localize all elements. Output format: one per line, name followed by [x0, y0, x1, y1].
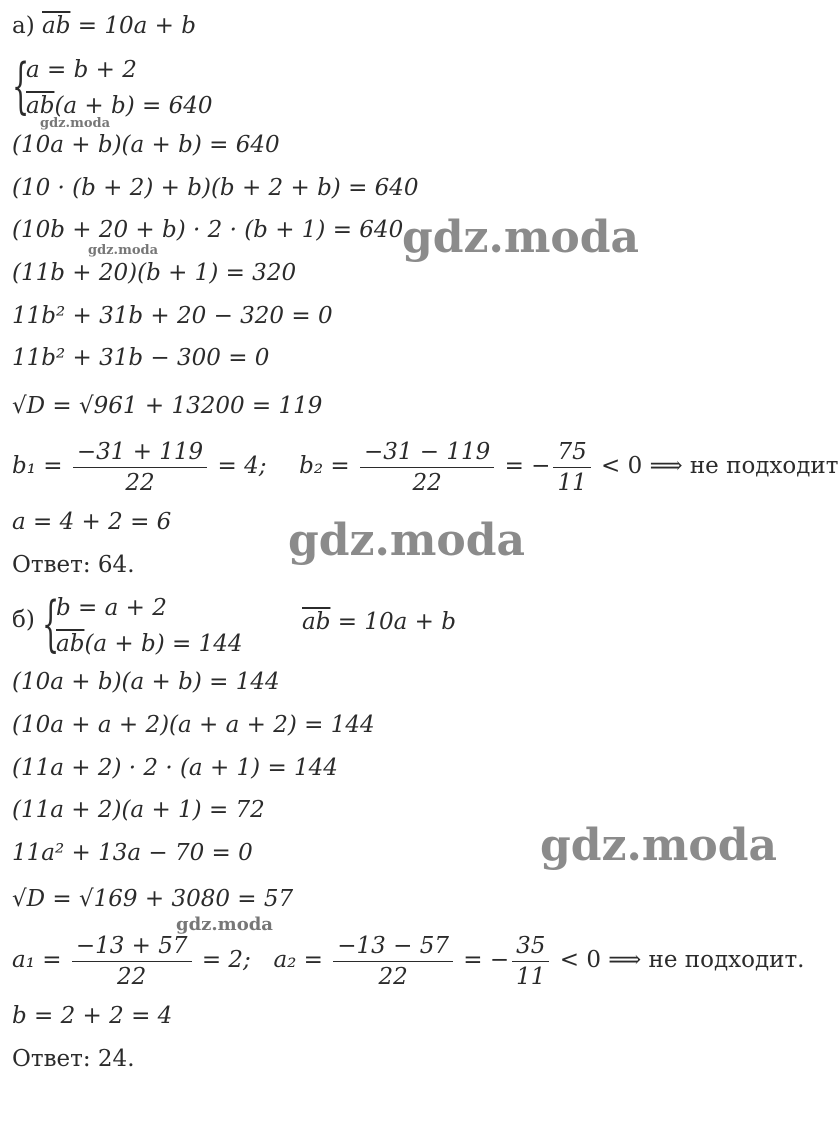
watermark-logo: gdz.moda — [176, 914, 273, 935]
line-b3: (10a + b)(a + b) = 144 — [12, 669, 280, 695]
watermark-logo: gdz.moda — [402, 212, 640, 263]
b1-numerator: −31 + 119 — [76, 438, 204, 465]
line-b4: (10a + a + 2)(a + a + 2) = 144 — [12, 712, 375, 738]
line-a8: 11b² + 31b − 300 = 0 — [12, 345, 270, 371]
b2-numerator2: 75 — [557, 438, 587, 465]
b1-result: = 4; — [217, 453, 267, 479]
watermark-logo: gdz.moda — [88, 243, 159, 258]
line-a7: 11b² + 31b + 20 − 320 = 0 — [12, 303, 333, 329]
a1-result: = 2; — [201, 947, 251, 973]
line-a-definition — [12, 12, 196, 40]
a2-fraction2 — [512, 931, 549, 992]
a1-denominator: 22 — [72, 961, 192, 992]
a2-denominator: 22 — [333, 961, 453, 992]
line-b5: (11a + 2) · 2 · (a + 1) = 144 — [12, 755, 338, 781]
a1-numerator: −13 + 57 — [75, 932, 188, 959]
b2-conclusion: < 0 ⟹ не подходит — [601, 453, 838, 479]
answer-a: Ответ: 64. — [12, 552, 135, 578]
b1-label: b₁ = — [12, 453, 63, 479]
system-a-row2-rest: (a + b) = 640 — [54, 93, 213, 119]
part-a-label: а) — [12, 13, 35, 39]
line-a11: a = 4 + 2 = 6 — [12, 509, 172, 535]
a2-numerator: −13 − 57 — [337, 932, 449, 959]
part-b-label: б) — [12, 607, 35, 633]
line-a9-discriminant: √D = √961 + 13200 = 119 — [12, 393, 323, 419]
overline-ab: $\overline{ab}$ — [302, 609, 331, 635]
line-a3: (10a + b)(a + b) = 640 — [12, 132, 280, 158]
a2-numerator2: 35 — [516, 932, 546, 959]
b2-denominator2: 11 — [553, 467, 590, 498]
a2-conclusion: < 0 ⟹ не подходит. — [559, 947, 805, 973]
b2-numerator: −31 − 119 — [363, 438, 491, 465]
answer-b: Ответ: 24. — [12, 1046, 135, 1072]
a1-label: a₁ = — [12, 947, 62, 973]
a2-equals: = − — [463, 947, 510, 973]
watermark-logo: gdz.moda — [40, 116, 111, 131]
b2-label: b₂ = — [299, 453, 350, 479]
line-a4: (10 · (b + 2) + b)(b + 2 + b) = 640 — [12, 175, 419, 201]
system-a-row1: a = b + 2 — [26, 57, 137, 83]
system-b-row1: b = a + 2 — [56, 595, 167, 621]
brace-icon: { — [12, 51, 30, 121]
line-b6: (11a + 2)(a + 1) = 72 — [12, 797, 265, 823]
b1-denominator: 22 — [73, 467, 207, 498]
line-b8-discriminant: √D = √169 + 3080 = 57 — [12, 886, 294, 912]
b2-denominator: 22 — [360, 467, 494, 498]
line-b9-roots — [12, 930, 804, 992]
definition-rest: = 10a + b — [330, 609, 456, 635]
b2-equals: = − — [504, 453, 551, 479]
system-b-row2-rest: (a + b) = 144 — [84, 631, 243, 657]
overline-ab: $\overline{ab}$ — [26, 93, 55, 119]
line-b10: b = 2 + 2 = 4 — [12, 1003, 173, 1029]
a2-label: a₂ = — [273, 947, 323, 973]
line-b-definition — [302, 608, 456, 636]
line-a5: (10b + 20 + b) · 2 · (b + 1) = 640 — [12, 217, 404, 243]
a2-denominator2: 11 — [512, 961, 549, 992]
b2-fraction — [360, 437, 494, 498]
system-b-row2 — [56, 626, 243, 662]
line-a10-roots — [12, 436, 838, 498]
overline-ab: $\overline{ab}$ — [56, 631, 85, 657]
b2-fraction2 — [553, 437, 590, 498]
brace-icon: { — [42, 589, 60, 659]
watermark-logo: gdz.moda — [540, 820, 778, 871]
watermark-logo: gdz.moda — [288, 515, 526, 566]
overline-ab: $\overline{ab}$ — [42, 13, 71, 39]
definition-rest: = 10a + b — [70, 13, 196, 39]
a2-fraction — [333, 931, 453, 992]
line-b7: 11a² + 13a − 70 = 0 — [12, 840, 253, 866]
b1-fraction — [73, 437, 207, 498]
a1-fraction — [72, 931, 192, 992]
line-a6: (11b + 20)(b + 1) = 320 — [12, 260, 297, 286]
